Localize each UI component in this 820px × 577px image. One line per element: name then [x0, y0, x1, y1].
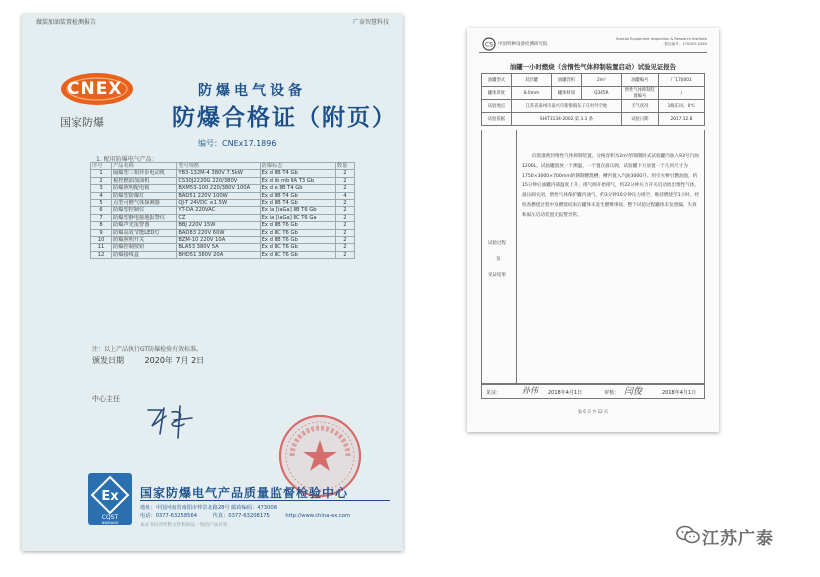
cell-value: 8.0mm — [511, 87, 551, 100]
cell-model: CZ — [177, 214, 260, 221]
cell-value: 1级东风，0℃ — [658, 100, 704, 113]
report-title: 油罐一小时燃烧（含惰性气体抑制装置启动）试验见证报告 — [509, 63, 677, 71]
cell-mark: Ex d ⅡC T6 Gb — [260, 229, 335, 236]
cell-no: 2 — [91, 177, 112, 184]
explosion-proof-certificate — [22, 14, 403, 551]
wechat-icon — [676, 525, 700, 545]
cell-no: 3 — [91, 185, 112, 192]
col-header-name: 产品名称 — [112, 163, 177, 170]
witness-date: 2018年4月1日 — [548, 390, 583, 396]
cell-label: 油罐编号 — [621, 74, 658, 87]
report-body — [481, 130, 705, 384]
cell-mark: Ex ia [iaGa] ⅡC T6 Ga — [260, 214, 335, 221]
cell-model: BAD51 220V 100W — [177, 192, 260, 199]
ex-logo-sub2: NANYANG — [101, 521, 119, 525]
table-row — [91, 185, 355, 192]
certificate-header-right: 广泰智慧科技 — [352, 19, 389, 26]
cell-qty: 2 — [335, 207, 354, 214]
logo-subtitle: 国家防爆 — [60, 116, 104, 129]
cell-qty: 2 — [335, 170, 354, 177]
cell-name: 防爆控制按钮 — [112, 244, 177, 251]
cell-label: 罐体厚度 — [482, 87, 512, 100]
cell-model: BZM-10 220V 10A — [177, 237, 260, 244]
cell-no: 7 — [91, 214, 112, 221]
cell-qty: 2 — [335, 229, 354, 236]
org-contact — [140, 512, 364, 519]
cell-mark: Ex d e ⅡB T4 Gb — [260, 185, 335, 192]
cell-model: BLA53 380V 5A — [177, 244, 260, 251]
review-date: 2018年4月1日 — [662, 390, 697, 396]
org-tel: 电话：0377-63258564 — [140, 513, 198, 519]
equipment-table-header — [91, 163, 355, 170]
ex-logo-text: Ex — [101, 489, 119, 504]
org-address: 地址：中国河南省南阳市仲景北路28号 邮政编码：473008 — [140, 505, 277, 511]
certificate-note: 注：以上产品执行GT防爆检验有效标准。 — [92, 346, 203, 353]
report-org-en — [616, 37, 707, 46]
cell-label: 试验地点 — [482, 100, 512, 113]
side-label-and: 及 — [496, 257, 501, 262]
cell-label: 油罐型式 — [482, 74, 512, 87]
director-label: 中心主任 — [92, 395, 120, 403]
cell-value: 2017.12.8 — [658, 113, 704, 126]
cell-value: SH/T3134-2002 第 3.3 条 — [511, 113, 621, 126]
cell-name: 税控燃油加油机 — [112, 177, 177, 184]
cell-no: 8 — [91, 222, 112, 229]
cell-label: 惰性气体抑制装置编号 — [621, 87, 658, 100]
witness-label: 见证： — [486, 390, 502, 396]
table-row — [91, 229, 355, 236]
side-label-process: 试验过程 — [488, 241, 506, 246]
col-header-qty: 数量 — [335, 163, 354, 170]
certificate-title-line1: 防爆电气设备 — [198, 83, 306, 99]
org-divider — [140, 500, 390, 501]
certificate-footnote: 本证书仅对所附文件和样品一致的产品有效 — [140, 523, 228, 528]
cell-value: 双层罐 — [511, 74, 551, 87]
report-header-divider — [479, 52, 707, 53]
cell-model: CS30J2220G 220/380V — [177, 177, 260, 184]
cell-name: 防爆声光报警器 — [112, 222, 177, 229]
cell-label: 试验日期 — [621, 113, 658, 126]
org-fax: 传真：0377-63208175 — [212, 513, 270, 519]
cell-model: YB3-132M-4 380V 7.5kW — [177, 170, 260, 177]
certificate-title-line2: 防爆合格证（附页） — [172, 105, 397, 131]
cell-no: 1 — [91, 170, 112, 177]
report-info-table — [481, 73, 705, 126]
cell-name: 防爆照明配电箱 — [112, 185, 177, 192]
cell-model: QJ-T 24VDC ≤1.5W — [177, 200, 260, 207]
cell-name: 隔爆型三相异步电动机 — [112, 170, 177, 177]
cell-mark: Ex d ⅡB T4 Gb — [260, 200, 335, 207]
cell-qty: 2 — [335, 237, 354, 244]
cell-qty: 2 — [335, 214, 354, 221]
certificate-number-label: 编号： — [198, 139, 222, 148]
cell-mark: Ex d ⅡB T6 Gb — [260, 222, 335, 229]
cell-name: 防爆照明开关 — [112, 237, 177, 244]
cell-qty: 2 — [335, 222, 354, 229]
certificate-number-value: CNEx17.1896 — [222, 139, 277, 148]
review-label: 审核： — [604, 390, 620, 396]
cell-qty: 2 — [335, 177, 354, 184]
cell-label: 油罐容积 — [551, 74, 581, 87]
col-header-no: 序号 — [91, 163, 112, 170]
issue-date-line — [92, 355, 222, 366]
table-row — [91, 177, 355, 184]
cell-qty: 2 — [335, 244, 354, 251]
report-info-row — [482, 87, 705, 100]
cell-name: 防爆型静电接地报警仪 — [112, 214, 177, 221]
cell-value: Q345R — [581, 87, 621, 100]
cell-name: 防爆型控制仪 — [112, 207, 177, 214]
table-row — [91, 244, 355, 251]
cell-model: BXM53-100 220/380V 100A — [177, 185, 260, 192]
report-info-row — [482, 74, 705, 87]
report-info-row — [482, 100, 705, 113]
cell-mark: Ex ia [iaGa] ⅡB T6 Gb — [260, 207, 335, 214]
cell-qty: 2 — [335, 251, 354, 258]
cell-value: / — [658, 87, 704, 100]
table-row — [91, 251, 355, 258]
equipment-table — [90, 162, 355, 259]
cell-model: BAD83 220V 60W — [177, 229, 260, 236]
director-signature-image — [144, 404, 204, 440]
certificate-header — [22, 14, 403, 28]
col-header-model: 型号规格 — [177, 163, 260, 170]
cell-name: 防爆型防爆灯 — [112, 192, 177, 199]
cell-label: 天气状况 — [621, 100, 658, 113]
cell-name: 点型可燃气体探测器 — [112, 200, 177, 207]
cnex-logo-text: CNEX — [67, 79, 123, 99]
issue-date-label: 颁发日期 — [92, 356, 124, 365]
cell-no: 5 — [91, 200, 112, 207]
cell-value: 厂170001 — [658, 74, 704, 87]
cell-name: 防爆高效节能LED灯 — [112, 229, 177, 236]
cell-value: 2m³ — [581, 74, 621, 87]
side-label-result: 见证结果 — [488, 273, 506, 278]
certificate-number — [198, 138, 276, 149]
report-org-en-line1: Special Equipment Inspection & Research Institute — [616, 37, 707, 41]
ex-logo-sub: CQST — [101, 514, 119, 521]
review-signature: 闫俊 — [624, 387, 643, 397]
cell-no: 10 — [91, 237, 112, 244]
report-body-side — [482, 130, 517, 383]
report-page-number: 第 6 页 共 12 页 — [578, 409, 608, 414]
svg-text:CS: CS — [485, 41, 493, 49]
cell-mark: Ex d ib mb ⅡA T3 Gb — [260, 177, 335, 184]
cell-model: BBJ 220V 15W — [177, 222, 260, 229]
table-row — [91, 214, 355, 221]
cell-no: 11 — [91, 244, 112, 251]
certificate-header-left: 做装加油装置检测报告 — [36, 19, 97, 26]
witness-signature: 孙伟 — [522, 386, 538, 395]
cell-qty: 4 — [335, 192, 354, 199]
cell-model: YT-DA 220VAC — [177, 207, 260, 214]
cell-no: 9 — [91, 229, 112, 236]
report-number: 报告编号：17SG03-0265 — [664, 41, 707, 46]
cell-no: 4 — [91, 192, 112, 199]
report-body-text: 向黑漆密封惰性气体抑制装置、分格容积为2m³的钢制卧式试验罐内加入93号汽油1200L，试验罐置放一个测温，一个置在溢压阀，试验罐下方放置一个几何尺寸为1750×3000×700mm的钢制燃烧槽，槽内置入汽油3000升。用引火棒引燃油池，约15分钟后油罐内部温度上升，排气阀开始排气，约22分钟压力开关启动放出惰性气体，溢压阀关闭，惰性气体保护罐内油气，约3分钟10分钟压力排空，维持燃烧至1小时。经检查燃烧过程中及燃烧结束后罐体未发生燃爆事故。整个试验过程罐体未发泄漏、失效和溢压启动装置无报警异常。 — [522, 154, 700, 218]
cell-value: 江苏省泰州市泰兴市新街镇东子庄村外空地 — [511, 100, 621, 113]
cell-label: 试验依据 — [482, 113, 512, 126]
table-row — [91, 207, 355, 214]
table-row — [91, 170, 355, 177]
issue-date-value: 2020年 7月 2日 — [144, 356, 205, 365]
org-name: 国家防爆电气产品质量监督检验中心 — [140, 486, 349, 500]
report-signature-row — [481, 384, 705, 399]
cell-label: 罐体材质 — [551, 87, 581, 100]
cell-name: 防爆接线盒 — [112, 251, 177, 258]
watermark-text: 江苏广泰 — [702, 529, 774, 549]
cell-no: 6 — [91, 207, 112, 214]
cell-model: BHD51 380V 20A — [177, 251, 260, 258]
cell-qty: 2 — [335, 200, 354, 207]
table-row — [91, 222, 355, 229]
test-witness-report — [467, 28, 719, 432]
report-org-cn: 中国特种设备检测研究院 — [498, 42, 548, 47]
table-row — [91, 237, 355, 244]
col-header-mark: 防爆标志 — [260, 163, 335, 170]
report-info-row — [482, 113, 705, 126]
cell-mark: Ex d ⅡB T4 Gb — [260, 170, 335, 177]
institute-logo-icon — [482, 37, 496, 51]
org-web-link[interactable]: http://www.china-ex.com — [285, 513, 351, 519]
section-label: 1. 配用防爆电气产品： — [96, 156, 158, 163]
ex-cqst-logo-icon — [86, 471, 134, 527]
cell-qty: 2 — [335, 185, 354, 192]
table-row — [91, 192, 355, 199]
cell-mark: Ex d ⅡB T6 Gb — [260, 237, 335, 244]
cell-mark: Ex d ⅡB T4 Gb — [260, 192, 335, 199]
cell-no: 12 — [91, 251, 112, 258]
table-row — [91, 200, 355, 207]
cell-mark: Ex d ⅡC T6 Gb — [260, 244, 335, 251]
cell-mark: Ex d ⅡC T6 Gb — [260, 251, 335, 258]
